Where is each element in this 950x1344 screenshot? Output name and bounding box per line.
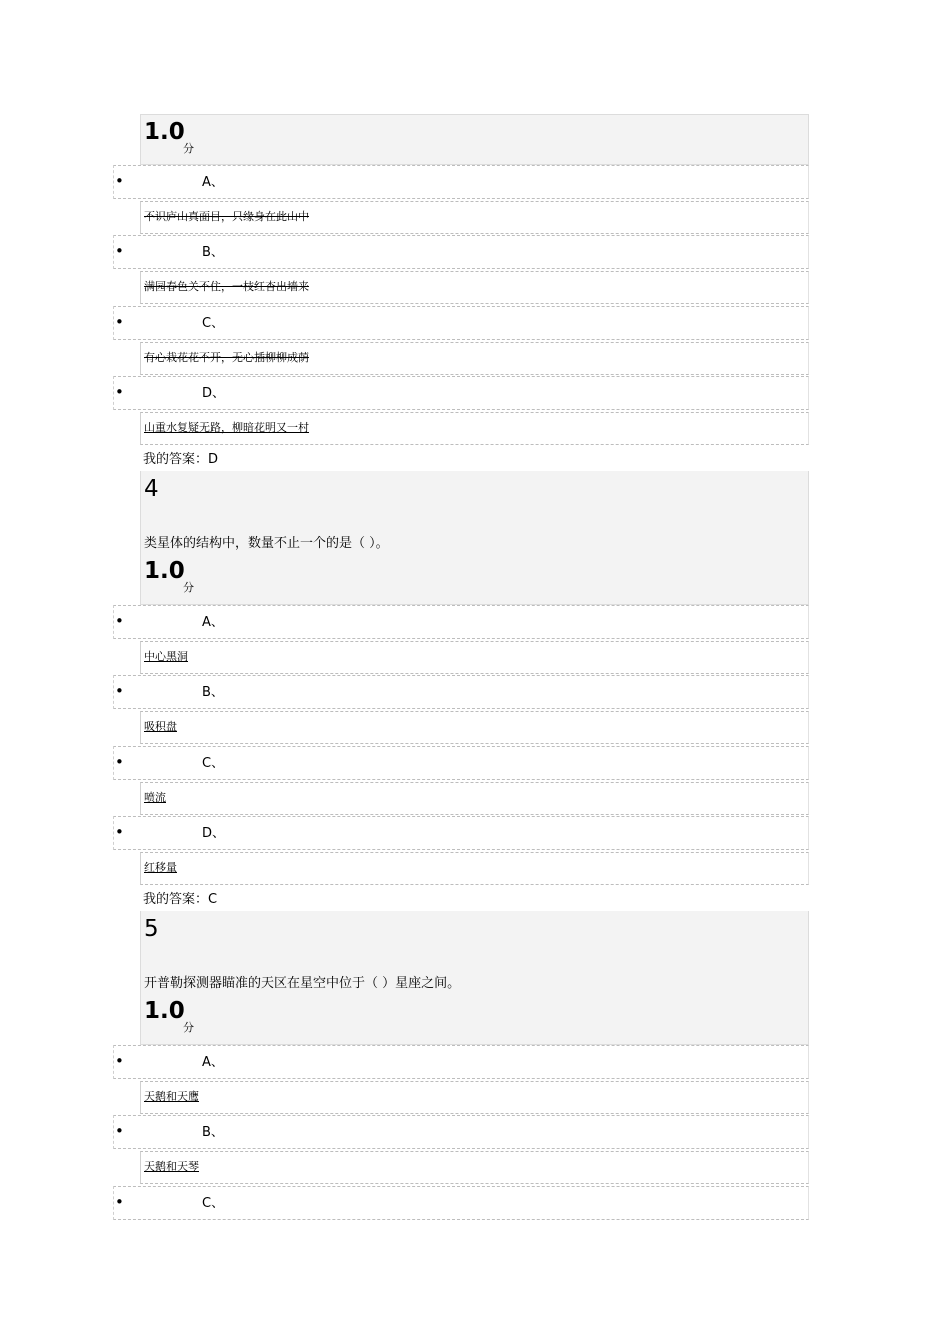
score-unit: 分 [183,142,194,155]
option-text: 吸积盘 [144,720,177,733]
option-text-row [140,852,809,885]
option-row-c[interactable] [113,1186,809,1220]
my-answer: 我的答案：C [143,892,218,907]
bullet-icon: • [115,1052,124,1070]
option-letter: B、 [202,245,224,260]
option-text-row [140,641,809,674]
option-row-a[interactable] [113,1045,809,1079]
option-letter: B、 [202,685,224,700]
question-number: 4 [144,476,159,502]
bullet-icon: • [115,1193,124,1211]
option-text: 天鹅和天琴 [144,1160,199,1173]
option-text: 有心栽花花不开，无心插柳柳成荫 [144,351,309,364]
question-header-q4 [140,471,809,605]
option-text: 喷流 [144,791,166,804]
bullet-icon: • [115,823,124,841]
option-row-b[interactable] [113,1115,809,1149]
option-text-row [140,1081,809,1114]
option-text: 不识庐山真面目，只缘身在此山中 [144,210,309,223]
question-number: 5 [144,916,159,942]
bullet-icon: • [115,242,124,260]
question-text: 开普勒探测器瞄准的天区在星空中位于（ ）星座之间。 [144,976,461,991]
score-value: 1.0 [144,558,185,584]
option-row-d[interactable] [113,376,809,410]
option-row-d[interactable] [113,816,809,850]
option-text-row [140,711,809,744]
option-text: 红移量 [144,861,177,874]
question-header-q5 [140,911,809,1045]
option-letter: C、 [202,1196,225,1211]
option-letter: D、 [202,826,226,841]
option-letter: D、 [202,386,226,401]
my-answer: 我的答案：D [143,452,219,467]
option-letter: A、 [202,175,224,190]
option-letter: B、 [202,1125,224,1140]
option-row-c[interactable] [113,306,809,340]
bullet-icon: • [115,383,124,401]
bullet-icon: • [115,753,124,771]
option-text-row [140,412,809,445]
option-letter: A、 [202,615,224,630]
option-row-b[interactable] [113,675,809,709]
option-text-row [140,201,809,234]
option-text: 满园春色关不住，一枝红杏出墙来 [144,280,309,293]
option-text: 中心黑洞 [144,650,188,663]
score-unit: 分 [183,1021,194,1034]
option-row-a[interactable] [113,165,809,199]
option-text: 山重水复疑无路，柳暗花明又一村 [144,421,309,434]
option-text-row [140,782,809,815]
score-unit: 分 [183,581,194,594]
option-row-b[interactable] [113,235,809,269]
bullet-icon: • [115,1122,124,1140]
option-text-row [140,1151,809,1184]
option-text-row [140,271,809,304]
option-text-row [140,342,809,375]
option-row-c[interactable] [113,746,809,780]
option-letter: A、 [202,1055,224,1070]
option-text: 天鹅和天鹰 [144,1090,199,1103]
option-letter: C、 [202,756,225,771]
option-row-a[interactable] [113,605,809,639]
score-value: 1.0 [144,119,185,145]
bullet-icon: • [115,612,124,630]
bullet-icon: • [115,313,124,331]
option-letter: C、 [202,316,225,331]
bullet-icon: • [115,172,124,190]
question-text: 类星体的结构中，数量不止一个的是（ ）。 [144,536,389,551]
question-header-q3 [140,114,809,165]
score-value: 1.0 [144,998,185,1024]
bullet-icon: • [115,682,124,700]
